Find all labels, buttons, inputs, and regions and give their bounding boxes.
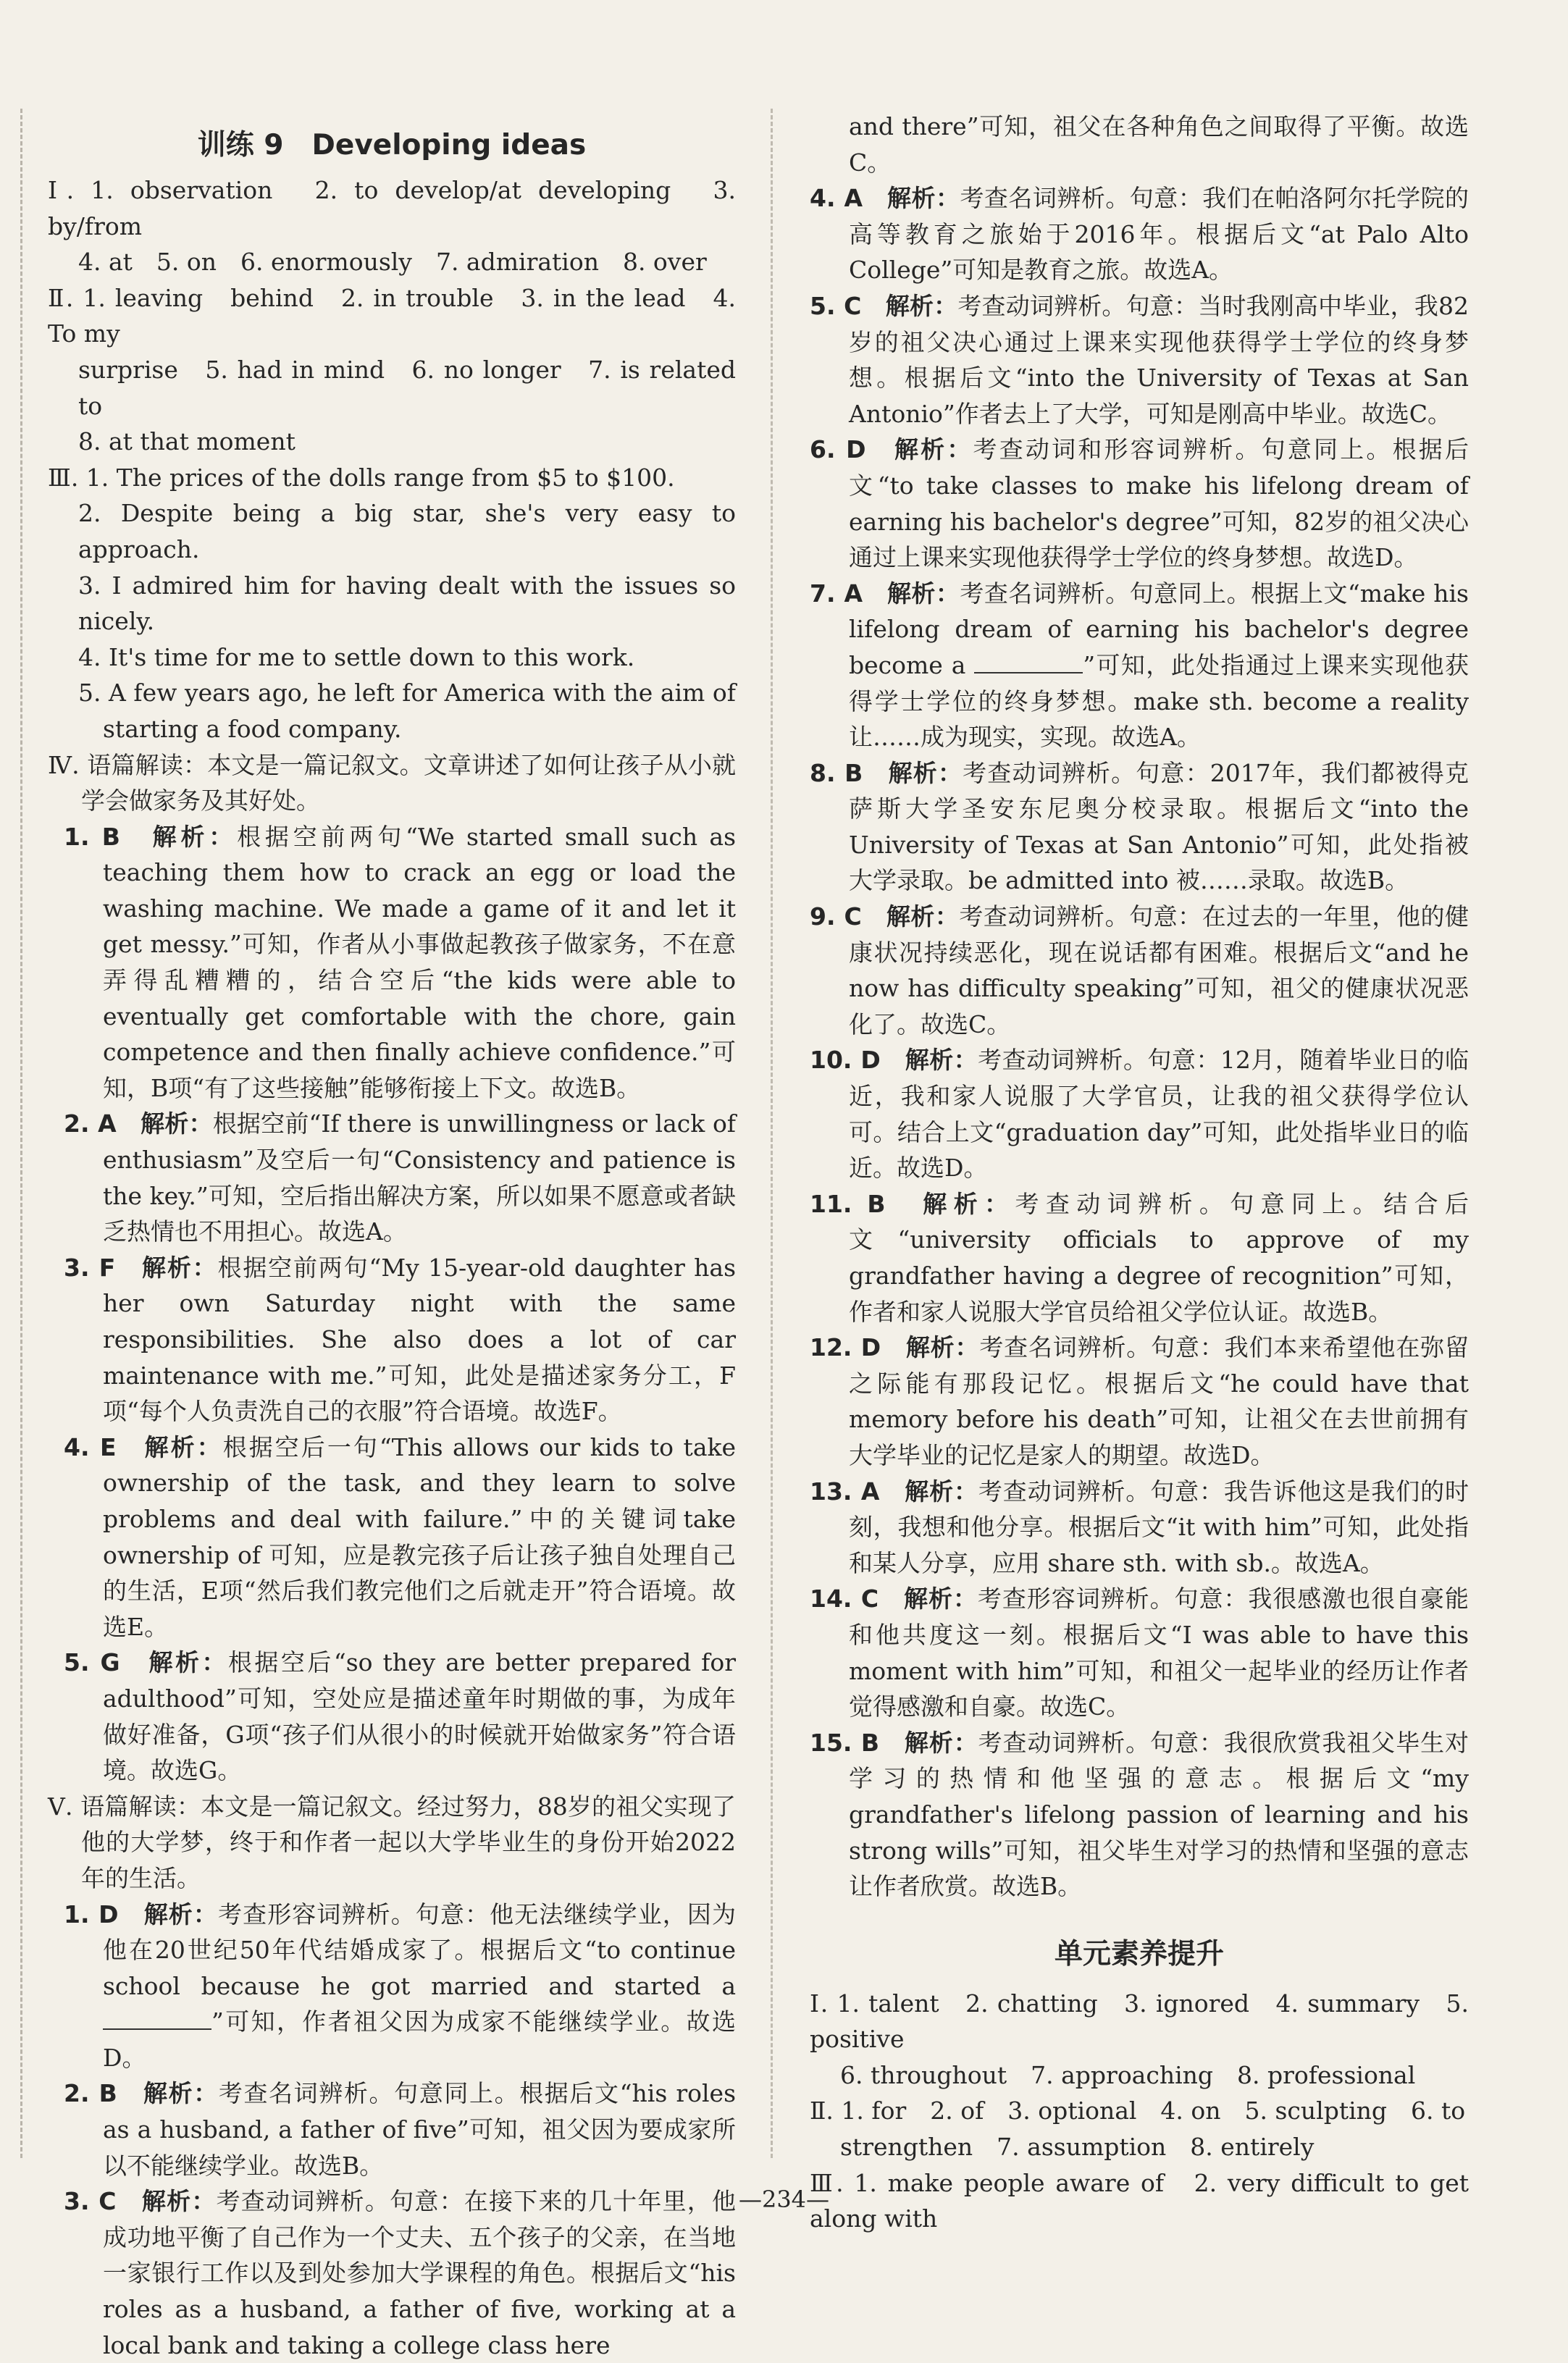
analysis-label: 解析： [885,291,958,320]
part-2-line: 8. at that moment [78,427,295,456]
answer-item [48,1250,736,1430]
analysis-text: ”可知，作者祖父因为成家不能继续学业。故选D。 [103,2007,736,2072]
unit-title: 单元素养提升 [1054,1937,1224,1970]
answer-number: 1. D [64,1900,119,1928]
analysis-text: 根据空前两句“We started small such as teaching them how to crack an egg or load the washing machine. We made a game of it and let it get messy.”可知，作者从小事做起教孩子做家务，不在意弄得乱糟糟的，结合空后“the kids were able to eventually get comfortable with the chore, gain competence and then finally achieve confidence.”可知，B项“有了这些接触”能够衔接上下文。故选B。 [103,822,737,1102]
answer-item [810,1725,1469,1905]
blank-line [974,650,1083,673]
analysis-text: 根据空前两句“My 15-year-old daughter has her own Saturday night with the same responsibilities. She also does a lot of car maintenance with me.”可知，此处是描述家务分工，F项“每个人负责洗自己的衣服”符合语境。故选F。 [103,1253,737,1426]
unit-part-2-line: Ⅱ. 1. for 2. of 3. optional 4. on 5. sculpting 6. to [810,2097,1466,2125]
analysis-text: 考查动词辨析。句意：我很欣赏我祖父毕生对学习的热情和他坚强的意志。根据后文“my grandfather's lifelong passion of learning and his strong wills”可知，祖父毕生对学习的热情和坚强的意志让作者欣赏。故选B。 [849,1728,1470,1901]
left-column [48,116,736,2363]
analysis-label: 解析： [923,1189,1015,1218]
answer-item [810,288,1469,432]
right-column [810,109,1469,2237]
part-2-line: surprise 5. had in mind 6. no longer 7. is related to [78,355,736,420]
answer-item [48,1106,736,1249]
unit-part-3-line: Ⅲ. 1. make people aware of 2. very difficult to get along with [810,2168,1469,2233]
answer-number: 4. A [810,184,863,213]
analysis-text: 考查动词辨析。句意：在接下来的几十年里，他成功地平衡了自己作为一个丈夫、五个孩子的父亲，在当地一家银行工作以及到处参加大学课程的角色。根据后文“his roles as a husband, a father of five, working at a local bank and taking a college class here [103,2187,737,2359]
column-divider [771,109,773,2158]
analysis-text: 考查动词辨析。句意：我告诉他这是我们的时刻，我想和他分享。根据后文“it with him”可知，此处指和某人分享，应用 share sth. with sb.。故选A。 [849,1477,1470,1577]
analysis-label: 解析： [141,2187,217,2216]
answer-number: 8. B [810,758,863,787]
answer-number: 4. E [64,1432,117,1461]
page-number: —234— [738,2186,830,2213]
analysis-label: 解析： [888,758,963,787]
answer-number: 5. C [810,291,862,320]
answer-item [48,2076,736,2183]
analysis-label: 解析： [143,2079,219,2108]
analysis-label: 解析： [904,1728,978,1757]
analysis-label: 解析： [904,1585,978,1613]
part-3-line: 4. It's time for me to settle down to this work. [78,642,635,671]
analysis-text: 考查名词辨析。句意同上。根据上文“make his lifelong dream of earning his bachelor's degree become a [849,579,1469,679]
analysis-text: 考查动词辨析。句意同上。结合后文“university officials to approve of my grandfather having a degree of recognition”可知，作者和家人说服大学官员给祖父学位认证。故选B。 [849,1189,1470,1326]
part-2-line: Ⅱ. 1. leaving behind 2. in trouble 3. in the lead 4. To my [48,283,736,348]
answer-item [810,1186,1469,1330]
answer-number: 11. B [810,1189,886,1218]
analysis-label: 解析： [905,1333,980,1362]
blank-line [103,2007,211,2030]
answer-item [810,755,1469,899]
part-4-intro: Ⅳ. 语篇解读：本文是一篇记叙文。文章讲述了如何让孩子从小就学会做家务及其好处。 [48,750,736,815]
answer-number: 14. C [810,1585,879,1613]
answer-number: 6. D [810,435,866,464]
analysis-label: 解析： [148,1648,228,1677]
answer-item [810,899,1469,1042]
answer-number: 3. C [64,2187,117,2216]
analysis-text: 考查名词辨析。句意：我们在帕洛阿尔托学院的高等教育之旅始于2016年。根据后文“at Palo Alto College”可知是教育之旅。故选A。 [849,184,1470,285]
answer-item [48,819,736,1107]
unit-part-2-line: strengthen 7. assumption 8. entirely [840,2133,1315,2162]
section-title: 训练 9 Developing ideas [197,129,587,161]
answer-number: 2. A [64,1109,117,1138]
answer-item [48,1897,736,2076]
analysis-label: 解析： [886,902,960,931]
analysis-label: 解析： [152,822,238,851]
answer-item [810,1581,1469,1724]
analysis-label: 解析： [894,435,973,464]
analysis-text: 考查动词和形容词辨析。句意同上。根据后文“to take classes to make his lifelong dream of earning his bachelor's degree”可知，82岁的祖父决心通过上课来实现他获得学士学位的终身梦想。故选D。 [849,435,1470,572]
answer-number: 2. B [64,2079,117,2108]
answer-item [810,432,1469,575]
answer-number: 3. F [64,1253,116,1282]
analysis-text: 考查名词辨析。句意：我们本来希望他在弥留之际能有那段记忆。根据后文“he could have that memory before his death”可知，让祖父在去世前拥有大学毕业的记忆是家人的期望。故选D。 [849,1333,1470,1469]
analysis-text: 考查名词辨析。句意同上。根据后文“his roles as a husband, a father of five”可知，祖父因为要成家所以不能继续学业。故选B。 [103,2079,737,2180]
analysis-text: 考查动词辨析。句意：在过去的一年里，他的健康状况持续恶化，现在说话都有困难。根据后文“and he now has difficulty speaking”可知，祖父的健康状况恶化了。故选C。 [849,902,1470,1038]
analysis-text: ”可知，此处指通过上课来实现他获得学士学位的终身梦想。make sth. become a reality 让……成为现实，实现。故选A。 [849,650,1469,752]
analysis-label: 解析： [905,1477,978,1506]
part-5-intro: Ⅴ. 语篇解读：本文是一篇记叙文。经过努力，88岁的祖父实现了他的大学梦，终于和作者一起以大学毕业生的身份开始2022年的生活。 [48,1792,736,1892]
analysis-text: 考查形容词辨析。句意：他无法继续学业，因为他在20世纪50年代结婚成家了。根据后文“to continue school because he got married and started a [103,1900,737,2000]
analysis-text: 根据空后“so they are better prepared for adulthood”可知，空处应是描述童年时期做的事，为成年做好准备，G项“孩子们从很小的时候就开始做家务”符合语境。故选G。 [103,1648,737,1785]
analysis-label: 解析： [144,1432,223,1461]
analysis-label: 解析： [143,1900,218,1928]
answer-item [810,180,1469,288]
answer-number: 5. G [64,1648,120,1677]
answer-number: 9. C [810,902,862,931]
analysis-text: 根据空后一句“This allows our kids to take ownership of the task, and they learn to solve problems and deal with failure.”中的关键词take ownership of 可知，应是教完孩子后让孩子独自处理自己的生活，E项“然后我们教完他们之后就走开”符合语境。故选E。 [103,1432,737,1641]
part-1-line: Ⅰ. 1. observation 2. to develop/at developing 3. by/from [48,176,736,240]
analysis-label: 解析： [905,1046,978,1075]
analysis-text: 根据空前“If there is unwillingness or lack of enthusiasm”及空后一句“Consistency and patience is the key.”可知，空后指出解决方案，所以如果不愿意或者缺乏热情也不用担心。故选A。 [103,1109,737,1246]
analysis-text: 考查动词辨析。句意：12月，随着毕业日的临近，我和家人说服了大学官员，让我的祖父获得学位认可。结合上文“graduation day”可知，此处指毕业日的临近。故选D。 [849,1046,1470,1183]
answer-item [48,1645,736,1788]
analysis-label: 解析： [141,1109,213,1138]
part-1-line: 4. at 5. on 6. enormously 7. admiration 8. over [78,248,707,277]
answer-item [810,1330,1469,1473]
answer-number: 7. A [810,579,863,608]
binding-margin-line [20,109,22,2158]
analysis-label: 解析： [886,579,960,608]
part-3-line: Ⅲ. 1. The prices of the dolls range from $5 to $100. [48,463,675,492]
answer-number: 15. B [810,1728,880,1757]
analysis-text: 考查动词辨析。句意：2017年，我们都被得克萨斯大学圣安东尼奥分校录取。根据后文“into the University of Texas at San Antonio”可知，此处指被大学录取。be admitted into 被……录取。故选B。 [849,758,1470,895]
answer-item [810,576,1469,755]
answer-number: 10. D [810,1046,881,1075]
continued-text: and there”可知，祖父在各种角色之间取得了平衡。故选C。 [849,112,1469,177]
analysis-text: 考查动词辨析。句意：当时我刚高中毕业，我82岁的祖父决心通过上课来实现他获得学士学位的终身梦想。根据后文“into the University of Texas at San Antonio”作者去上了大学，可知是刚高中毕业。故选C。 [849,291,1469,428]
part-3-line: 5. A few years ago, he left for America with the aim of starting a food company. [78,679,736,743]
answer-item [810,1042,1469,1185]
part-3-line: 2. Despite being a big star, she's very easy to approach. [78,499,736,563]
part-3-line: 3. I admired him for having dealt with the issues so nicely. [78,571,736,636]
unit-part-1-line: Ⅰ. 1. talent 2. chatting 3. ignored 4. summary 5. positive [810,1989,1469,2054]
answer-item [810,1474,1469,1582]
analysis-label: 解析： [142,1253,218,1282]
answer-number: 1. B [64,822,120,851]
answer-number: 12. D [810,1333,881,1362]
unit-part-1-line: 6. throughout 7. approaching 8. professional [840,2060,1416,2089]
analysis-text: 考查形容词辨析。句意：我很感激也很自豪能和他共度这一刻。根据后文“I was able to have this moment with him”可知，和祖父一起毕业的经历让作者觉得感激和自豪。故选C。 [849,1585,1469,1721]
analysis-label: 解析： [886,184,960,213]
answer-number: 13. A [810,1477,880,1506]
answer-item [48,1430,736,1645]
